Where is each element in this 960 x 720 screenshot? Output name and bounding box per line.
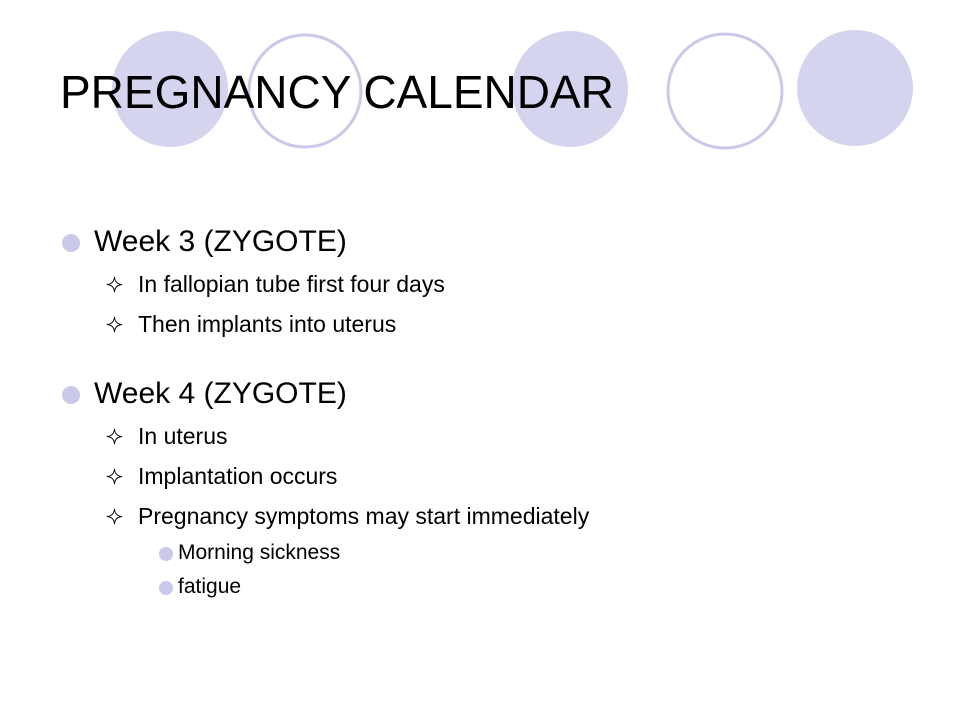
sub-sub-bullet-text: fatigue: [178, 575, 242, 598]
slide-content: [62, 220, 922, 604]
bullet-text: Week 4 (ZYGOTE): [94, 377, 347, 410]
sub-bullet: [62, 264, 922, 304]
sub-bullet: [62, 456, 922, 496]
four-point-star-bullet-icon: [106, 468, 123, 485]
bullet-text: Week 3 (ZYGOTE): [94, 225, 347, 258]
deco-circle-filled: [797, 30, 913, 146]
sub-bullet-text: In uterus: [138, 423, 228, 449]
sub-bullet: [62, 416, 922, 456]
bullet-dot-icon: [159, 581, 173, 595]
sub-sub-bullet: [62, 536, 922, 570]
sub-bullet: [62, 496, 922, 536]
four-point-star-bullet-icon: [106, 276, 123, 293]
sub-bullet: [62, 304, 922, 344]
deco-circle-outline: [668, 34, 782, 148]
sub-sub-bullet-text: Morning sickness: [178, 541, 341, 564]
bullet-dot-icon: [62, 234, 80, 252]
four-point-star-bullet-icon: [106, 508, 123, 525]
four-point-star-bullet-icon: [106, 316, 123, 333]
bullet-dot-icon: [159, 547, 173, 561]
four-point-star-bullet-icon: [106, 428, 123, 445]
sub-sub-bullet: [62, 570, 922, 604]
slide-title: PREGNANCY CALENDAR: [60, 66, 614, 118]
bullet-dot-icon: [62, 386, 80, 404]
bullet-week-4: [62, 372, 922, 416]
sub-bullet-text: Implantation occurs: [138, 463, 338, 489]
sub-bullet-text: Pregnancy symptoms may start immediately: [138, 503, 590, 529]
sub-bullet-text: In fallopian tube first four days: [138, 271, 445, 297]
sub-bullet-text: Then implants into uterus: [138, 311, 397, 337]
bullet-week-3: [62, 220, 922, 264]
